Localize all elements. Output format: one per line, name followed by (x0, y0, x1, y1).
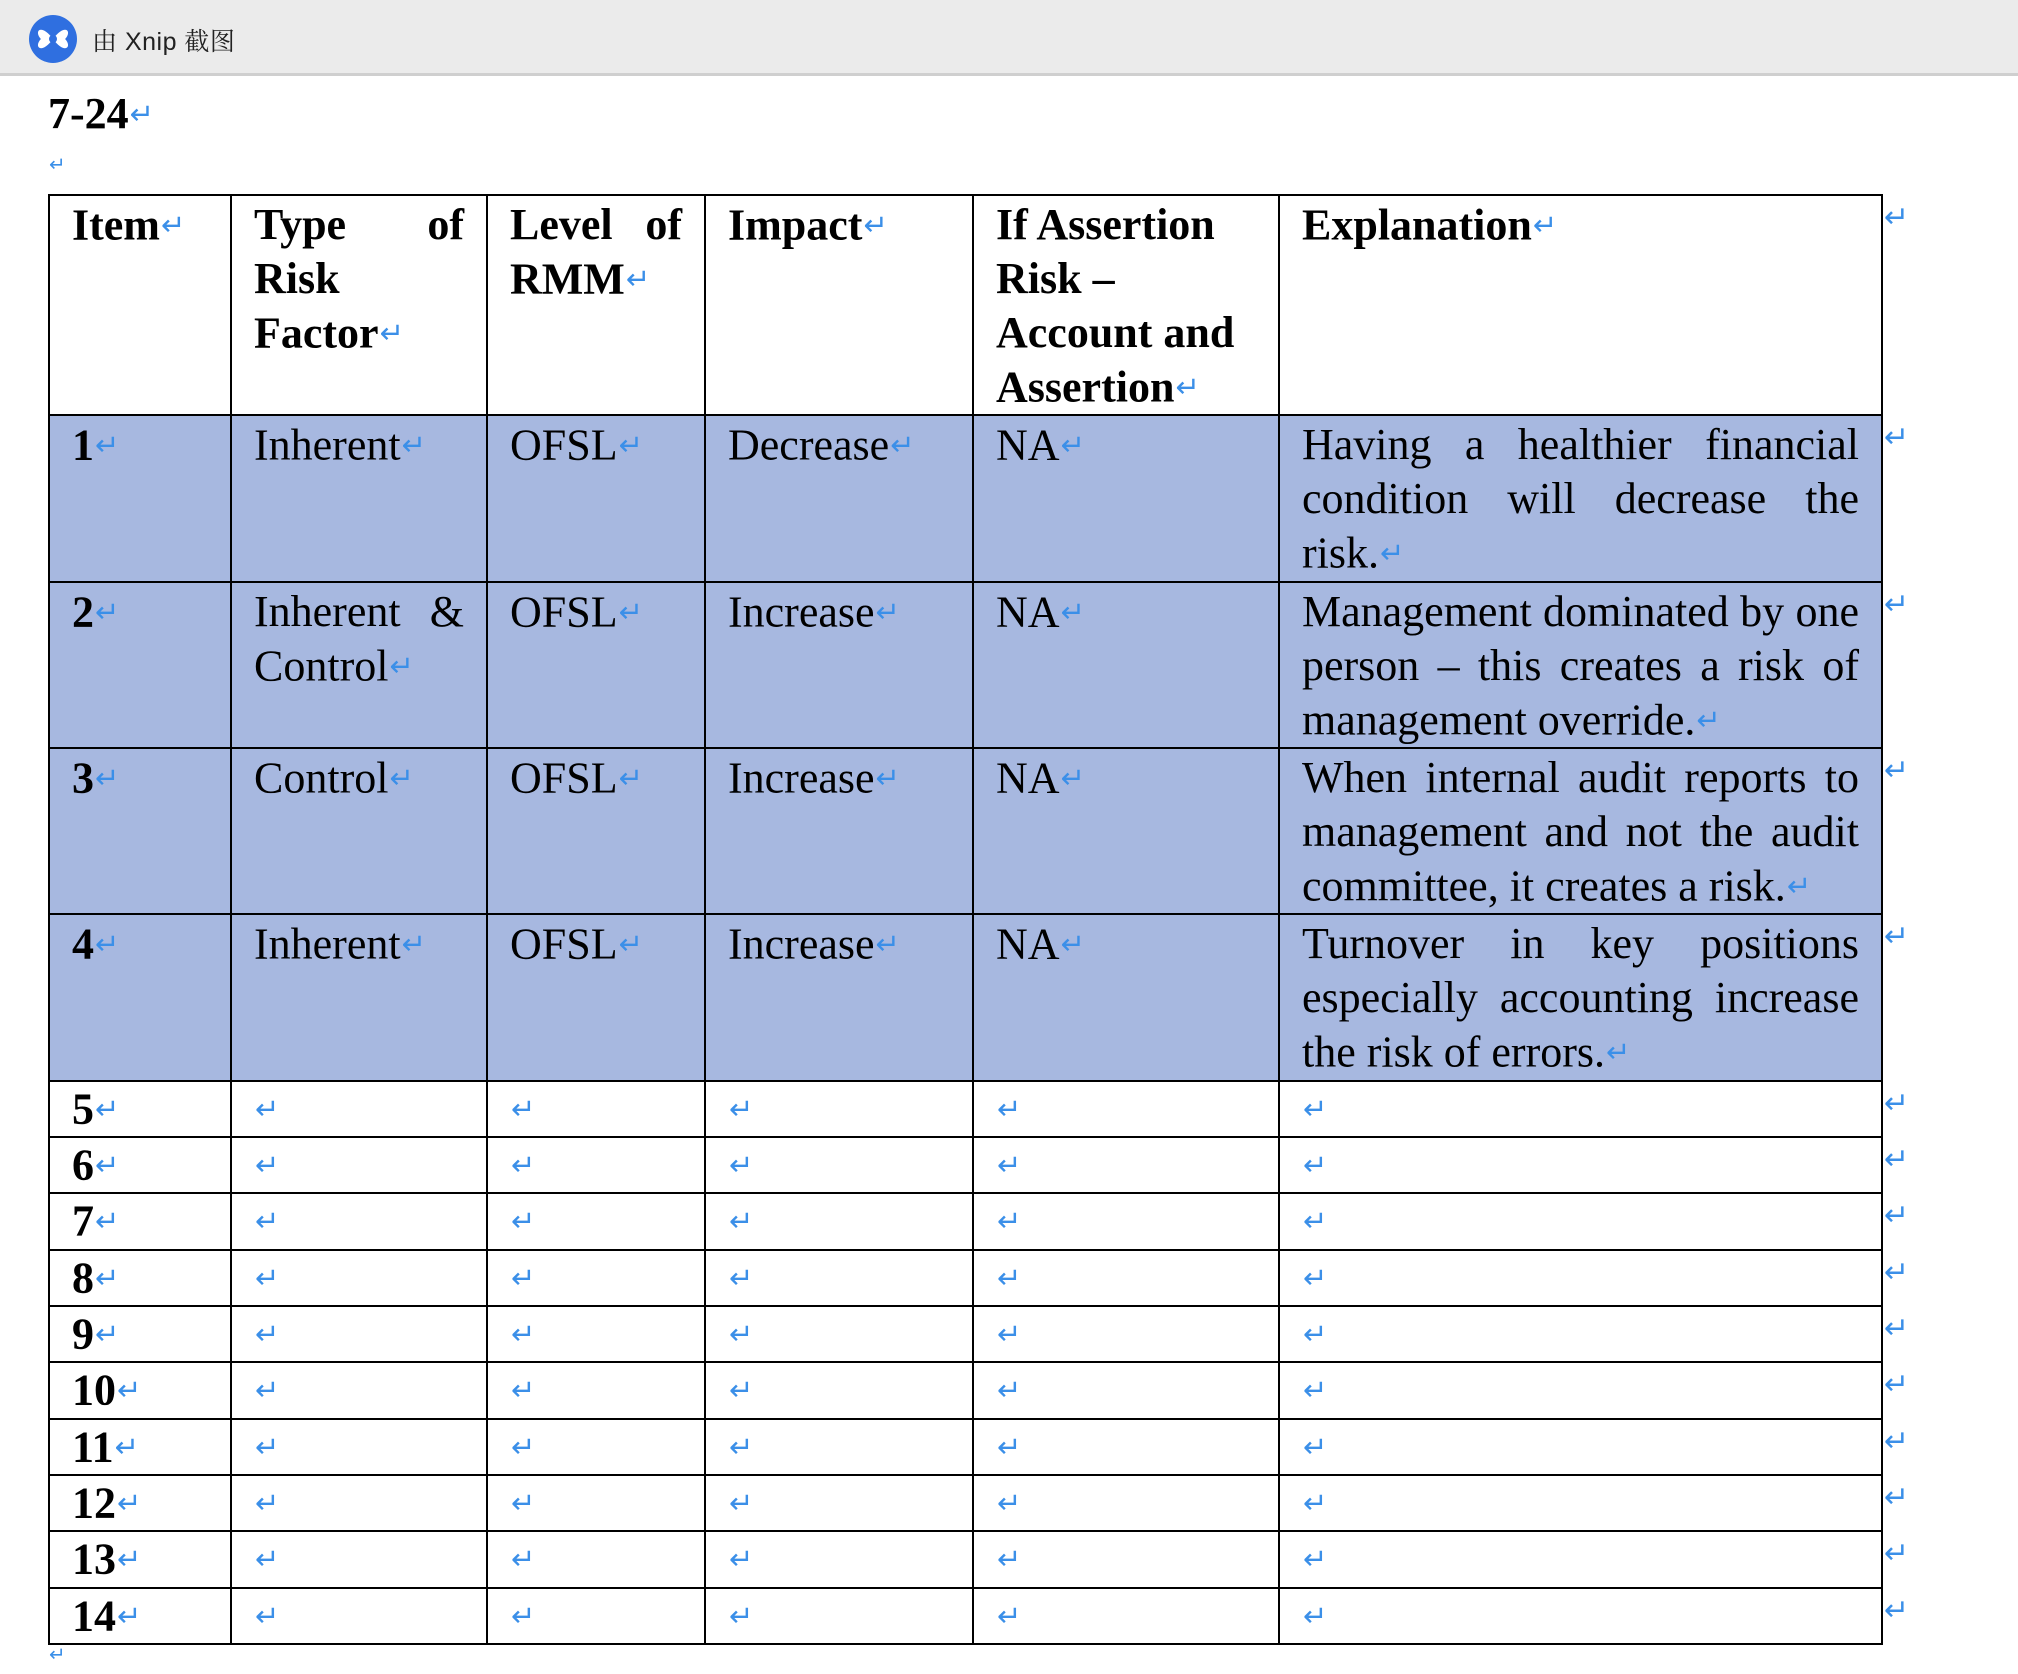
cell-type[interactable] (231, 1475, 487, 1531)
paragraph-mark-icon: ↵ (875, 594, 900, 629)
paragraph-mark-icon: ↵ (997, 1260, 1022, 1295)
cell-explanation[interactable] (1279, 1419, 1882, 1475)
paragraph-mark-icon: ↵ (255, 1542, 280, 1577)
paragraph-mark-icon: ↵ (255, 1598, 280, 1633)
cell-text: Increase (728, 753, 875, 803)
paragraph-mark-icon: ↵ (1060, 761, 1085, 796)
row-end-mark-icon: ↵ (1884, 420, 1910, 455)
cell-explanation[interactable] (1279, 1250, 1882, 1306)
cell-item[interactable] (49, 1306, 231, 1362)
cell-item[interactable] (49, 1137, 231, 1193)
paragraph-mark-icon: ↵ (1303, 1091, 1328, 1126)
cell-level[interactable] (487, 1362, 705, 1418)
cell-type[interactable] (231, 1137, 487, 1193)
paragraph-mark-icon: ↵ (255, 1429, 280, 1464)
cell-assertion[interactable] (973, 582, 1279, 748)
cell-text: NA (996, 919, 1060, 969)
cell-type[interactable] (231, 1081, 487, 1137)
cell-item[interactable] (49, 1419, 231, 1475)
cell-type[interactable] (231, 1419, 487, 1475)
paragraph-mark-icon: ↵ (114, 1429, 139, 1464)
row-end-mark-icon: ↵ (1884, 1086, 1910, 1121)
cell-explanation[interactable] (1279, 1362, 1882, 1418)
row-end-mark-icon: ↵ (1884, 1367, 1910, 1402)
document-title (48, 88, 154, 139)
cell-assertion[interactable] (973, 914, 1279, 1080)
paragraph-mark-icon: ↵ (997, 1204, 1022, 1239)
paragraph-mark-icon: ↵ (1060, 594, 1085, 629)
cell-text: NA (996, 420, 1060, 470)
cell-impact[interactable] (705, 1193, 973, 1249)
cell-text: 9 (72, 1309, 94, 1359)
cell-type[interactable] (231, 1588, 487, 1644)
row-end-mark-icon: ↵ (1884, 587, 1910, 622)
paragraph-mark-icon: ↵ (511, 1148, 536, 1183)
cell-impact[interactable] (705, 582, 973, 748)
cell-text: 8 (72, 1253, 94, 1303)
row-end-mark-icon: ↵ (1884, 1480, 1910, 1515)
cell-assertion[interactable] (973, 1081, 1279, 1137)
cell-text: 11 (72, 1422, 114, 1472)
paragraph-mark-icon: ↵ (875, 927, 900, 962)
cell-type[interactable] (231, 1362, 487, 1418)
xnip-icon[interactable] (28, 14, 78, 64)
cell-text: Increase (728, 587, 875, 637)
table-row (49, 1362, 1882, 1418)
cell-text: Inherent (254, 420, 401, 470)
paragraph-mark-icon: ↵ (255, 1204, 280, 1239)
row-end-mark-icon: ↵ (1884, 753, 1910, 788)
cell-impact[interactable] (705, 1250, 973, 1306)
paragraph-mark-icon: ↵ (255, 1373, 280, 1408)
cell-text: Having a healthier financial condition will decrease the risk. (1302, 420, 1859, 578)
row-end-mark-icon: ↵ (1884, 1424, 1910, 1459)
cell-level[interactable] (487, 914, 705, 1080)
cell-type[interactable] (231, 1306, 487, 1362)
header-item[interactable]: Item↵ (49, 195, 231, 415)
cell-text: When internal audit reports to management and not the audit committee, it creates a risk. (1302, 753, 1859, 911)
paragraph-mark-icon: ↵ (997, 1148, 1022, 1183)
table-row (49, 1137, 1882, 1193)
cell-assertion[interactable] (973, 1193, 1279, 1249)
cell-level[interactable] (487, 1250, 705, 1306)
cell-explanation[interactable] (1279, 1531, 1882, 1587)
paragraph-mark-icon: ↵ (389, 648, 414, 683)
table-row (49, 1588, 1882, 1644)
risk-table-container (48, 194, 1881, 1645)
cell-assertion[interactable] (973, 748, 1279, 914)
paragraph-mark-icon: ↵ (1786, 869, 1812, 904)
paragraph-mark-icon: ↵ (729, 1091, 754, 1126)
row-end-mark-icon: ↵ (1884, 1255, 1910, 1290)
paragraph-mark-icon: ↵ (511, 1317, 536, 1352)
paragraph-mark-icon: ↵ (95, 927, 120, 962)
cell-explanation[interactable] (1279, 582, 1882, 748)
cell-text: 2 (72, 587, 94, 637)
paragraph-mark-icon: ↵ (997, 1542, 1022, 1577)
cell-level[interactable] (487, 1137, 705, 1193)
table-row (49, 1475, 1882, 1531)
cell-item[interactable] (49, 582, 231, 748)
cell-text: NA (996, 753, 1060, 803)
table-row (49, 1531, 1882, 1587)
table-row (49, 415, 1882, 581)
paragraph-mark-icon: ↵ (95, 594, 120, 629)
cell-text: Inherent & Control (254, 586, 464, 691)
paragraph-mark-icon: ↵ (389, 761, 414, 796)
cell-level[interactable] (487, 1081, 705, 1137)
paragraph-mark-icon: ↵ (729, 1373, 754, 1408)
table-row (49, 914, 1882, 1080)
row-end-mark-icon: ↵ (1884, 1536, 1910, 1571)
cell-item[interactable] (49, 1081, 231, 1137)
cell-text: 5 (72, 1084, 94, 1134)
cell-item[interactable] (49, 748, 231, 914)
cell-text: Management dominated by one person – this creates a risk of management override. (1302, 586, 1859, 745)
cell-text: 6 (72, 1140, 94, 1190)
cell-explanation[interactable] (1279, 1193, 1882, 1249)
document-title-text: 7-24 (48, 89, 129, 138)
cell-impact[interactable] (705, 1362, 973, 1418)
paragraph-mark-icon: ↵ (729, 1260, 754, 1295)
cell-impact[interactable] (705, 1475, 973, 1531)
paragraph-mark-icon: ↵ (511, 1486, 536, 1521)
paragraph-mark-icon: ↵ (117, 1373, 142, 1408)
cell-type[interactable] (231, 1250, 487, 1306)
cell-text: 1 (72, 420, 94, 470)
cell-level[interactable] (487, 582, 705, 748)
cell-type[interactable] (231, 1531, 487, 1587)
paragraph-mark-icon: ↵ (129, 96, 154, 131)
paragraph-mark-icon: ↵ (401, 428, 426, 463)
paragraph-mark-icon: ↵ (95, 1204, 120, 1239)
cell-level[interactable] (487, 1193, 705, 1249)
paragraph-mark-icon: ↵ (1303, 1148, 1328, 1183)
cell-impact[interactable] (705, 1531, 973, 1587)
cell-assertion[interactable] (973, 1419, 1279, 1475)
cell-text: 13 (72, 1534, 116, 1584)
row-end-mark-icon: ↵ (1884, 200, 1910, 235)
paragraph-mark-icon: ↵ (255, 1260, 280, 1295)
cell-text: Control (254, 753, 389, 803)
paragraph-mark-icon: ↵ (1380, 536, 1405, 571)
header-impact[interactable]: Impact↵ (705, 195, 973, 415)
cell-item[interactable] (49, 1531, 231, 1587)
cell-assertion[interactable] (973, 1362, 1279, 1418)
cell-impact[interactable] (705, 415, 973, 581)
paragraph-mark-icon: ↵ (1303, 1204, 1328, 1239)
paragraph-mark-icon: ↵ (1303, 1373, 1328, 1408)
paragraph-mark-icon: ↵ (95, 761, 120, 796)
row-end-mark-icon: ↵ (1884, 1142, 1910, 1177)
cell-text: Turnover in key positions especially accounting increase the risk of errors. (1302, 919, 1859, 1077)
cell-text: 4 (72, 919, 94, 969)
cell-impact[interactable] (705, 1306, 973, 1362)
table-row (49, 1419, 1882, 1475)
cell-assertion[interactable] (973, 1250, 1279, 1306)
paragraph-mark-icon: ↵ (1696, 702, 1721, 737)
cell-level[interactable] (487, 1306, 705, 1362)
cell-item[interactable] (49, 1362, 231, 1418)
cell-impact[interactable] (705, 914, 973, 1080)
paragraph-mark-icon: ↵ (95, 1148, 120, 1183)
paragraph-mark-icon: ↵ (1303, 1542, 1328, 1577)
cell-type[interactable] (231, 914, 487, 1080)
cell-explanation[interactable] (1279, 415, 1882, 581)
cell-impact[interactable] (705, 1419, 973, 1475)
paragraph-mark-icon: ↵ (95, 1317, 120, 1352)
table-body (49, 415, 1882, 1644)
paragraph-mark-icon: ↵ (511, 1373, 536, 1408)
paragraph-mark-icon: ↵ (618, 761, 643, 796)
paragraph-mark-icon: ↵ (729, 1317, 754, 1352)
paragraph-mark-icon: ↵ (875, 761, 900, 796)
paragraph-mark-icon: ↵ (729, 1598, 754, 1633)
paragraph-mark-icon: ↵ (997, 1598, 1022, 1633)
paragraph-mark-icon: ↵ (255, 1486, 280, 1521)
cell-text: 14 (72, 1591, 116, 1641)
cell-level[interactable] (487, 748, 705, 914)
cell-assertion[interactable] (973, 1137, 1279, 1193)
header-assertion[interactable]: If Assertion Risk – Account and Assertion↵ (973, 195, 1279, 415)
cell-item[interactable] (49, 1250, 231, 1306)
paragraph-mark-icon: ↵ (511, 1429, 536, 1464)
paragraph-mark-icon: ↵ (729, 1429, 754, 1464)
cell-text: OFSL (510, 420, 618, 470)
table-row (49, 1193, 1882, 1249)
paragraph-mark-icon: ↵ (1303, 1598, 1328, 1633)
paragraph-mark-icon: ↵ (1303, 1429, 1328, 1464)
table-row (49, 1306, 1882, 1362)
paragraph-mark-icon: ↵ (95, 1260, 120, 1295)
cell-text: 12 (72, 1478, 116, 1528)
cell-assertion[interactable] (973, 1475, 1279, 1531)
cell-explanation[interactable] (1279, 748, 1882, 914)
paragraph-mark-icon: ↵ (729, 1148, 754, 1183)
cell-item[interactable] (49, 415, 231, 581)
paragraph-mark-icon: ↵ (117, 1598, 142, 1633)
risk-table (48, 194, 1883, 1645)
cell-assertion[interactable] (973, 415, 1279, 581)
cell-text: NA (996, 587, 1060, 637)
header-type[interactable]: Type of Risk Factor↵ (231, 195, 487, 415)
cell-level[interactable] (487, 1475, 705, 1531)
paragraph-mark-icon: ↵ (997, 1429, 1022, 1464)
cell-text: 10 (72, 1365, 116, 1415)
empty-paragraph (48, 148, 66, 182)
cell-type[interactable] (231, 582, 487, 748)
paragraph-mark-icon: ↵ (618, 927, 643, 962)
paragraph-mark-icon: ↵ (255, 1091, 280, 1126)
cell-impact[interactable] (705, 1588, 973, 1644)
cell-impact[interactable] (705, 748, 973, 914)
cell-text: Increase (728, 919, 875, 969)
paragraph-mark-icon: ↵ (511, 1091, 536, 1126)
screenshot-toolbar (0, 0, 2018, 76)
paragraph-mark-icon: ↵ (511, 1204, 536, 1239)
paragraph-mark-icon: ↵ (511, 1598, 536, 1633)
cell-assertion[interactable] (973, 1531, 1279, 1587)
cell-explanation[interactable] (1279, 1081, 1882, 1137)
table-header-row (49, 195, 1882, 415)
header-level[interactable]: Level of RMM↵ (487, 195, 705, 415)
cell-item[interactable] (49, 1475, 231, 1531)
header-explanation[interactable]: Explanation↵ (1279, 195, 1882, 415)
trailing-paragraph (48, 1638, 66, 1672)
cell-explanation[interactable] (1279, 1588, 1882, 1644)
paragraph-mark-icon: ↵ (729, 1542, 754, 1577)
cell-item[interactable] (49, 914, 231, 1080)
paragraph-mark-icon: ↵ (95, 1091, 120, 1126)
row-end-mark-icon: ↵ (1884, 919, 1910, 954)
paragraph-mark-icon: ↵ (997, 1373, 1022, 1408)
paragraph-mark-icon: ↵ (255, 1148, 280, 1183)
table-row (49, 748, 1882, 914)
paragraph-mark-icon: ↵ (95, 428, 120, 463)
table-row (49, 582, 1882, 748)
cell-text: 7 (72, 1196, 94, 1246)
cell-item[interactable] (49, 1588, 231, 1644)
paragraph-mark-icon: ↵ (1303, 1260, 1328, 1295)
paragraph-mark-icon: ↵ (997, 1486, 1022, 1521)
paragraph-mark-icon: ↵ (49, 1643, 66, 1667)
paragraph-mark-icon: ↵ (997, 1091, 1022, 1126)
paragraph-mark-icon: ↵ (729, 1486, 754, 1521)
cell-text: OFSL (510, 587, 618, 637)
paragraph-mark-icon: ↵ (511, 1542, 536, 1577)
cell-assertion[interactable] (973, 1306, 1279, 1362)
paragraph-mark-icon: ↵ (117, 1486, 142, 1521)
table-row (49, 1250, 1882, 1306)
paragraph-mark-icon: ↵ (1303, 1486, 1328, 1521)
paragraph-mark-icon: ↵ (618, 428, 643, 463)
cell-assertion[interactable] (973, 1588, 1279, 1644)
cell-impact[interactable] (705, 1081, 973, 1137)
cell-text: OFSL (510, 753, 618, 803)
cell-explanation[interactable] (1279, 1475, 1882, 1531)
cell-type[interactable] (231, 748, 487, 914)
row-end-mark-icon: ↵ (1884, 1311, 1910, 1346)
paragraph-mark-icon: ↵ (1060, 927, 1085, 962)
paragraph-mark-icon: ↵ (511, 1260, 536, 1295)
paragraph-mark-icon: ↵ (1606, 1035, 1631, 1070)
paragraph-mark-icon: ↵ (890, 428, 915, 463)
paragraph-mark-icon: ↵ (997, 1317, 1022, 1352)
row-end-mark-icon: ↵ (1884, 1198, 1910, 1233)
paragraph-mark-icon: ↵ (401, 927, 426, 962)
cell-text: 3 (72, 753, 94, 803)
cell-level[interactable] (487, 1419, 705, 1475)
paragraph-mark-icon: ↵ (255, 1317, 280, 1352)
row-end-mark-icon: ↵ (1884, 1593, 1910, 1628)
cell-text: Inherent (254, 919, 401, 969)
cell-text: OFSL (510, 919, 618, 969)
cell-item[interactable] (49, 1193, 231, 1249)
paragraph-mark-icon: ↵ (729, 1204, 754, 1239)
app-title: 由 Xnip 截图 (92, 28, 236, 56)
cell-type[interactable] (231, 415, 487, 581)
paragraph-mark-icon: ↵ (1303, 1317, 1328, 1352)
cell-type[interactable] (231, 1193, 487, 1249)
paragraph-mark-icon: ↵ (117, 1542, 142, 1577)
cell-level[interactable] (487, 415, 705, 581)
cell-level[interactable] (487, 1588, 705, 1644)
cell-text: Decrease (728, 420, 890, 470)
cell-explanation[interactable] (1279, 1137, 1882, 1193)
paragraph-mark-icon: ↵ (1060, 428, 1085, 463)
cell-level[interactable] (487, 1531, 705, 1587)
paragraph-mark-icon: ↵ (49, 153, 66, 177)
cell-explanation[interactable] (1279, 914, 1882, 1080)
paragraph-mark-icon: ↵ (618, 594, 643, 629)
cell-explanation[interactable] (1279, 1306, 1882, 1362)
cell-impact[interactable] (705, 1137, 973, 1193)
table-row (49, 1081, 1882, 1137)
